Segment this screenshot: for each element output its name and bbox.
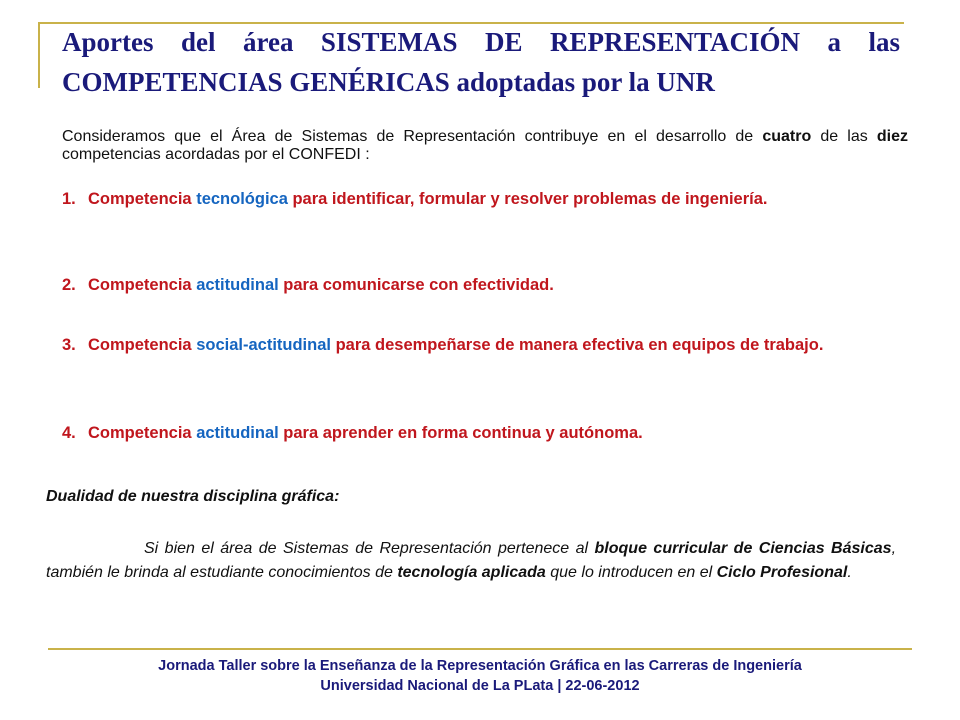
competencia-text [88,332,924,358]
intro-text-2: de las [811,128,877,145]
competencia-description: para aprender en forma continua y autónoma. [278,424,643,442]
competencia-description: para comunicarse con efectividad. [278,276,554,294]
dualidad-text-3: que lo introducen en el [545,564,717,581]
intro-bold-cuatro: cuatro [762,128,812,145]
title-frame-left-border [38,22,40,88]
competencia-item-1 [62,186,924,212]
intro-paragraph [62,128,908,164]
competencia-number: 1. [62,190,76,208]
dualidad-bold-ciclo: Ciclo Profesional [716,564,848,581]
intro-bold-diez: diez [876,128,908,145]
dualidad-text-4: . [847,564,852,581]
footer-university-date: Universidad Nacional de La PLata | 22-06-2012 [320,678,640,694]
intro-text-3: competencias acordadas por el CONFEDI : [62,146,370,163]
competencia-text [88,272,924,298]
competencia-description: para desempeñarse de manera efectiva en equipos de trabajo. [330,336,824,354]
footer-event: Jornada Taller sobre la Enseñanza de la Representación Gráfica en las Carreras de Ingeniería [158,658,802,674]
competencia-prefix: Competencia [88,336,197,354]
competencia-kind: actitudinal [196,424,279,442]
competencia-description: para identificar, formular y resolver problemas de ingeniería. [287,190,768,208]
footer-divider [48,648,912,650]
competencia-text [88,420,924,446]
footer [40,656,920,696]
dualidad-text-1: Si bien el área de Sistemas de Representación pertenece al [144,540,595,557]
competencia-prefix: Competencia [88,424,197,442]
competencia-item-2 [62,272,924,298]
competencia-kind: tecnológica [196,190,288,208]
competencia-item-3 [62,332,924,358]
competencia-text [88,186,924,212]
competencia-kind: actitudinal [196,276,279,294]
dualidad-paragraph [46,537,896,585]
slide-title: Aportes del área SISTEMAS DE REPRESENTACIÓN a las COMPETENCIAS GENÉRICAS adoptadas por la UNR [62,27,900,97]
competencia-kind: social-actitudinal [196,336,331,354]
dualidad-bold-bloque: bloque curricular de Ciencias Básicas [594,540,892,557]
competencia-prefix: Competencia [88,276,197,294]
competencia-number: 2. [62,276,76,294]
dualidad-bold-tecnologia: tecnología aplicada [397,564,546,581]
dualidad-heading: Dualidad de nuestra disciplina gráfica: [46,488,340,505]
competencia-prefix: Competencia [88,190,197,208]
competencia-item-4 [62,420,924,446]
intro-text-1: Consideramos que el Área de Sistemas de Representación contribuye en el desarrollo de [62,128,763,145]
competencia-number: 3. [62,336,76,354]
competencia-number: 4. [62,424,76,442]
dualidad-text-2: , también le brinda al estudiante conocimientos de [46,540,897,581]
